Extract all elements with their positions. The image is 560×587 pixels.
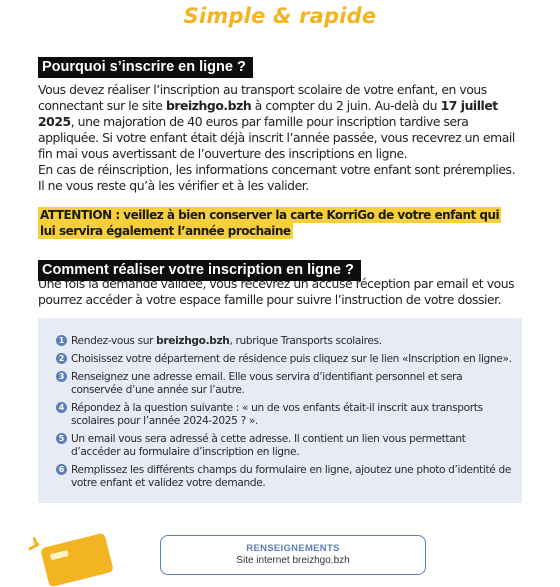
why-text-3: , une majoration de 40 euros par famille pour inscription tardive sera appliquée. Si votre enfant était déjà inscrit l’année passée, vous recevrez un email fin mai vous avertissant de l’ouverture des inscriptions en ligne.: [38, 114, 515, 161]
info-title: RENSEIGNEMENTS: [246, 543, 340, 554]
deadline-date: 17 juillet 2025: [38, 98, 498, 129]
step-3-text: Renseignez une adresse email. Elle vous servira d’identifiant personnel et sera conservée d’une année sur l’autre.: [71, 371, 463, 396]
how-paragraph: Une fois la demande validée, vous recevrez un accusé réception par email et vous pourrez accéder à votre espace famille pour suivre l’instruction de votre dossier.: [38, 276, 515, 307]
step-3: [56, 371, 516, 396]
page-title: Simple & rapide: [183, 4, 377, 28]
info-line: Site internet breizhgo.bzh: [236, 555, 350, 566]
korrigo-card-illustration: [40, 533, 114, 587]
step-number-1: 1: [56, 335, 67, 346]
why-text-reinscription: En cas de réinscription, les informations concernant votre enfant sont préremplies.: [38, 162, 516, 177]
step-number-2: 2: [56, 353, 67, 364]
step-number-4: 4: [56, 402, 67, 413]
section-heading-how: Comment réaliser votre inscription en ligne ?: [38, 260, 361, 281]
step-4-text: Répondez à la question suivante : « un de vos enfants était-il inscrit aux transports scolaires pour l’année 2024-2025 ? ».: [71, 402, 483, 427]
step-1: [56, 335, 516, 348]
step-6-text: Remplissez les différents champs du formulaire en ligne, ajoutez une photo d’identité de votre enfant et validez votre demande.: [71, 464, 511, 489]
step-number-3: 3: [56, 371, 67, 382]
step-2-text: Choisissez votre département de résidence puis cliquez sur le lien «Inscription en ligne».: [71, 353, 512, 365]
step-1-text: Rendez-vous sur: [71, 335, 157, 347]
step-5: [56, 433, 516, 458]
why-text-1: Vous devez réaliser l’inscription au transport scolaire de votre enfant, en vous connectant sur le site: [38, 82, 487, 113]
step-1-text-end: , rubrique Transports scolaires.: [229, 335, 382, 347]
why-paragraph: [38, 82, 528, 194]
card-chip: [50, 550, 69, 560]
attention-text: ATTENTION : veillez à bien conserver la carte KorriGo de votre enfant qui lui servira également l’année prochaine: [40, 208, 500, 238]
info-box: [160, 535, 426, 575]
step-number-5: 5: [56, 433, 67, 444]
step-4: [56, 402, 516, 427]
step-6: [56, 464, 516, 489]
why-text-verify: Il ne vous reste qu’à les vérifier et à les valider.: [38, 178, 309, 193]
step-1-site-link[interactable]: breizhgo.bzh: [156, 335, 230, 347]
site-link[interactable]: breizhgo.bzh: [165, 98, 252, 113]
step-number-6: 6: [56, 464, 67, 475]
why-text-2: à compter du 2 juin. Au-delà du: [251, 98, 441, 113]
step-5-text: Un email vous sera adressé à cette adresse. Il contient un lien vous permettant d’accéder au formulaire d’inscription en ligne.: [71, 433, 466, 458]
steps-box: [38, 318, 522, 503]
section-heading-why: Pourquoi s’inscrire en ligne ?: [38, 57, 253, 78]
attention-notice: [38, 207, 512, 239]
step-2: [56, 353, 516, 366]
